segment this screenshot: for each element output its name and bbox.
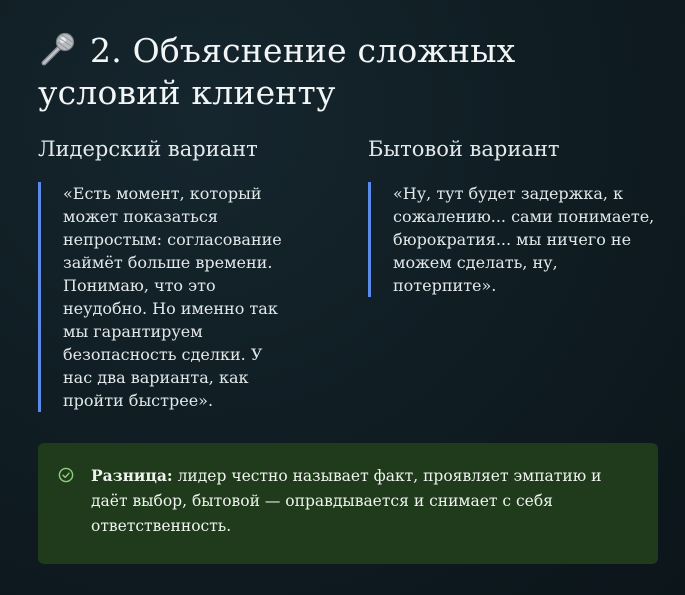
page-title: [38, 30, 658, 114]
callout-label: Разница:: [91, 466, 173, 485]
difference-callout: [38, 443, 658, 564]
check-circle-icon: [58, 467, 74, 483]
callout-text: [91, 463, 636, 539]
column-leader: [38, 136, 328, 412]
microphone-icon: [38, 32, 78, 66]
column-everyday: [368, 136, 658, 412]
page-title-text: 2. Объяснение сложных условий клиенту: [38, 31, 516, 112]
callout-body: лидер честно называет факт, проявляет эмпатию и даёт выбор, бытовой — оправдывается и снимает с себя ответственность.: [91, 467, 602, 535]
quote-block: «Ну, тут будет задержка, к сожалению... сами понимаете, бюрократия... мы ничего не можем сделать, ну, потерпите».: [368, 182, 658, 297]
comparison-columns: [38, 136, 658, 412]
quote-block: «Есть момент, который может показаться непростым: согласование займёт больше времени. Понимаю, что это неудобно. Но именно так мы гарантируем безопасность сделки. У нас два варианта, как пройти быстрее».: [38, 182, 293, 412]
slide: [38, 30, 658, 412]
column-heading: Бытовой вариант: [368, 137, 560, 161]
column-heading: Лидерский вариант: [38, 137, 258, 161]
